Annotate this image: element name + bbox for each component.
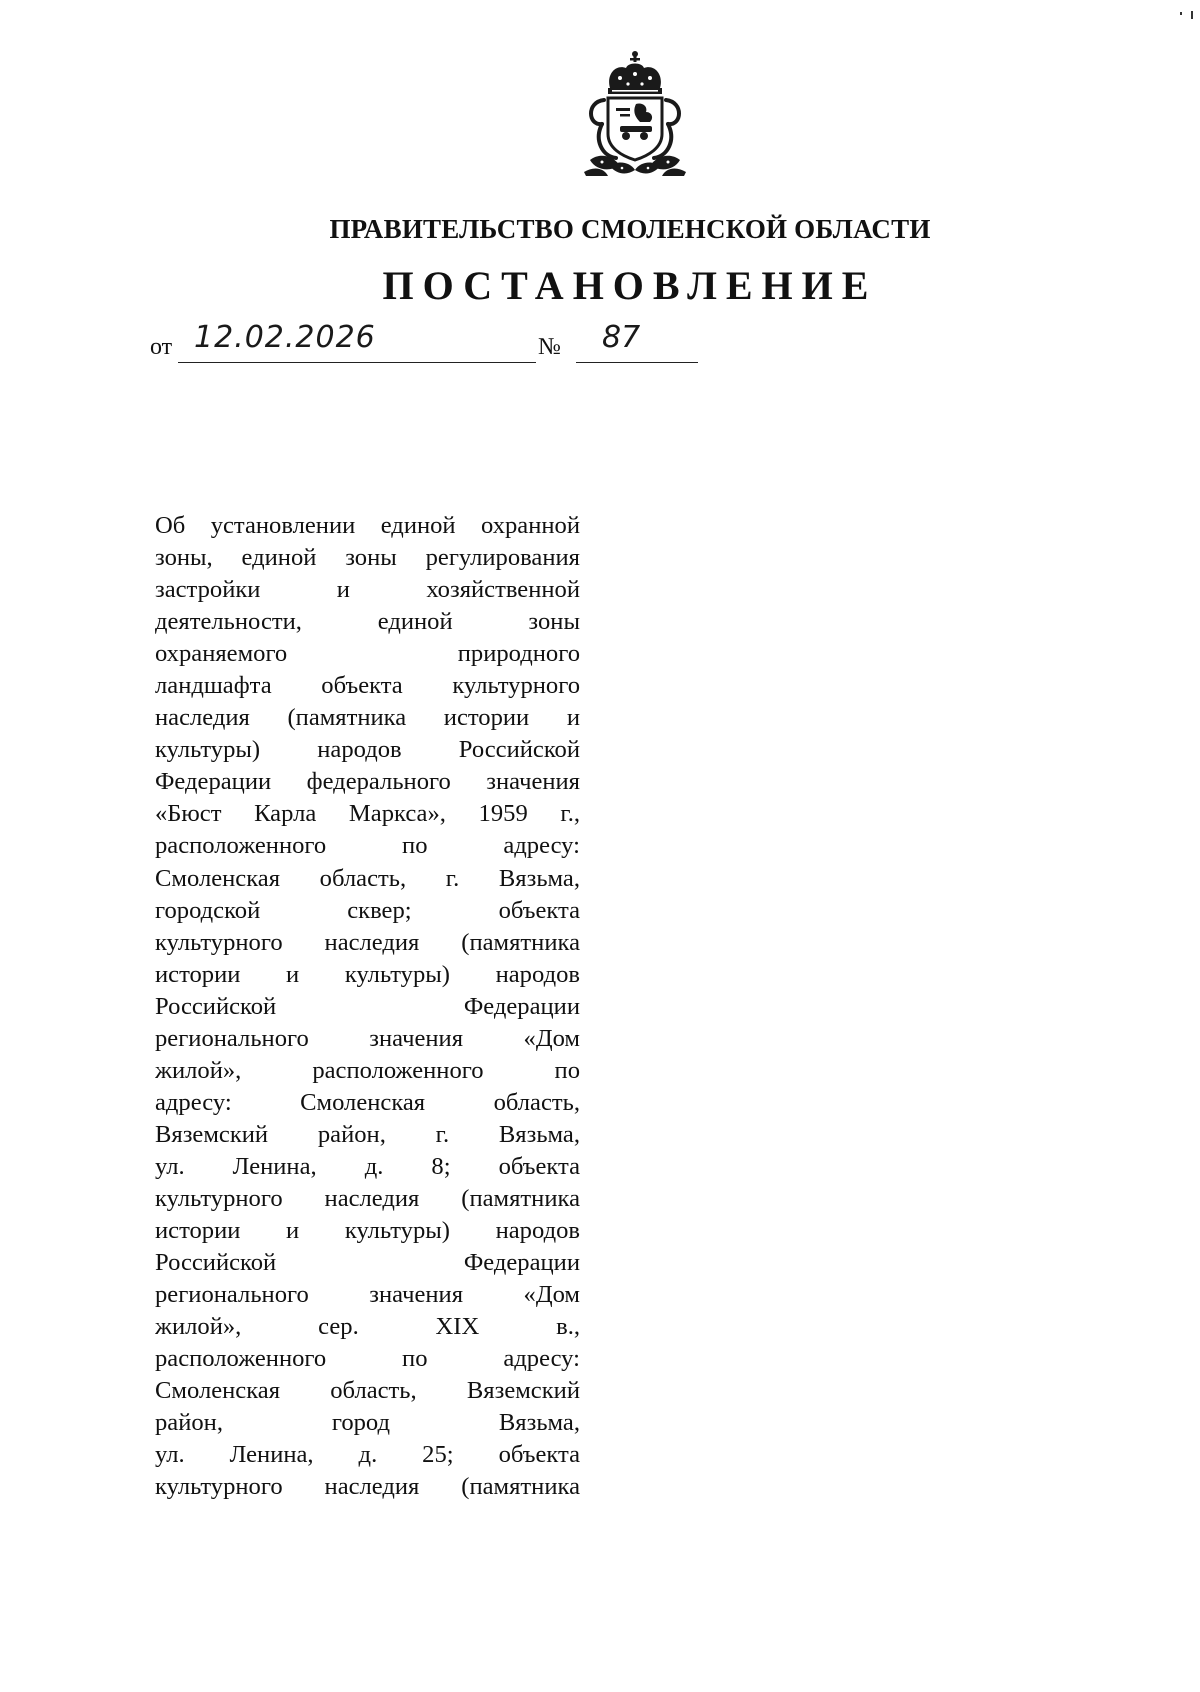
title-line: деятельности, единой зоны	[155, 608, 580, 636]
title-line: охраняемого природного	[155, 640, 580, 668]
document-type-heading: ПОСТАНОВЛЕНИЕ	[382, 263, 878, 308]
title-line: наследия (памятника истории и	[155, 704, 580, 732]
title-line: адресу: Смоленская область,	[155, 1088, 580, 1116]
scan-marks-icon	[1178, 8, 1196, 22]
title-line: истории и культуры) народов	[155, 1217, 580, 1245]
handwritten-number: 87	[602, 320, 641, 355]
date-field	[178, 322, 536, 363]
title-line: Российской Федерации	[155, 992, 580, 1020]
title-line: Федерации федерального значения	[155, 768, 580, 796]
title-line: регионального значения «Дом	[155, 1024, 580, 1052]
document-title	[155, 510, 580, 1503]
title-line: Смоленская область, г. Вязьма,	[155, 864, 580, 892]
title-line: культурного наследия (памятника	[155, 1184, 580, 1212]
title-line: регионального значения «Дом	[155, 1281, 580, 1309]
title-line: культурного наследия (памятника	[155, 928, 580, 956]
registration-line	[150, 320, 641, 368]
title-line: ул. Ленина, д. 8; объекта	[155, 1152, 580, 1180]
title-line: Смоленская область, Вяземский	[155, 1377, 580, 1405]
title-line: ландшафта объекта культурного	[155, 672, 580, 700]
number-label: №	[538, 334, 561, 360]
coat-of-arms-icon	[580, 48, 690, 178]
title-line: Российской Федерации	[155, 1249, 580, 1277]
title-line: район, город Вязьма,	[155, 1409, 580, 1437]
title-line: культурного наследия (памятника	[155, 1473, 580, 1501]
title-line: жилой», сер. XIX в.,	[155, 1313, 580, 1341]
title-line: расположенного по адресу:	[155, 1345, 580, 1373]
title-line: ул. Ленина, д. 25; объекта	[155, 1441, 580, 1469]
title-line: Вяземский район, г. Вязьма,	[155, 1120, 580, 1148]
title-line: Об установлении единой охранной	[155, 512, 580, 539]
title-line: застройки и хозяйственной	[155, 576, 580, 604]
title-line: зоны, единой зоны регулирования	[155, 544, 580, 572]
title-line: культуры) народов Российской	[155, 736, 580, 764]
title-line: расположенного по адресу:	[155, 832, 580, 860]
handwritten-date: 12.02.2026	[194, 320, 376, 355]
from-label: от	[150, 334, 173, 360]
title-line: жилой», расположенного по	[155, 1056, 580, 1084]
organization-name: ПРАВИТЕЛЬСТВО СМОЛЕНСКОЙ ОБЛАСТИ	[329, 214, 931, 244]
title-line: городской сквер; объекта	[155, 896, 580, 924]
title-line: истории и культуры) народов	[155, 960, 580, 988]
title-line: «Бюст Карла Маркса», 1959 г.,	[155, 800, 580, 828]
number-field	[576, 322, 698, 363]
